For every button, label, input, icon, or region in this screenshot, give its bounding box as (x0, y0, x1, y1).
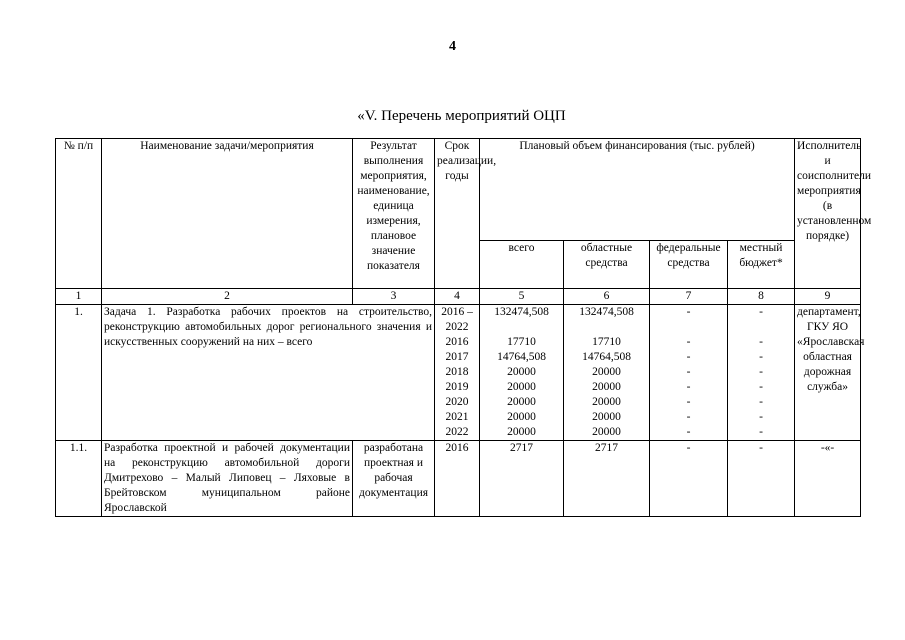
header-local: местный бюджет* (728, 241, 795, 289)
document-title: «V. Перечень мероприятий ОЦП (357, 108, 566, 124)
column-number: 9 (795, 289, 861, 305)
row-federal: - (650, 441, 728, 517)
header-executor: Исполнитель и соисполнители мероприятия (в установленном порядке) (795, 139, 861, 289)
header-total: всего (480, 241, 564, 289)
column-number: 6 (564, 289, 650, 305)
row-name: Задача 1. Разработка рабочих проектов на строительство, реконструкцию автомобильных дорог регионального значения и искусственных сооружений на них – всего (102, 305, 435, 441)
column-number: 8 (728, 289, 795, 305)
header-num: № п/п (56, 139, 102, 289)
header-term: Срок реализации, годы (435, 139, 480, 289)
row-executor: департамент, ГКУ ЯО «Ярославская областная дорожная служба» (795, 305, 861, 441)
row-name: Разработка проектной и рабочей документации на реконструкцию автомобильной дороги Дмитрехово – Малый Липовец – Ляховые в Брейтовском муниципальном районе Ярославской (102, 441, 353, 517)
column-number-row (56, 289, 861, 305)
header-name: Наименование задачи/мероприятия (102, 139, 353, 289)
column-number: 5 (480, 289, 564, 305)
page-number: 4 (449, 39, 456, 54)
column-number: 2 (102, 289, 353, 305)
row-total: 132474,508 17710 14764,508 20000 20000 20000 20000 20000 (480, 305, 564, 441)
row-regional: 132474,508 17710 14764,508 20000 20000 20000 20000 20000 (564, 305, 650, 441)
row-years: 2016 – 2022 2016 2017 2018 2019 2020 2021 2022 (435, 305, 480, 441)
table-row (56, 441, 861, 517)
row-local: - - - - - - - - (728, 305, 795, 441)
row-years: 2016 (435, 441, 480, 517)
row-num: 1. (56, 305, 102, 441)
row-local: - (728, 441, 795, 517)
table-row (56, 305, 861, 441)
column-number: 1 (56, 289, 102, 305)
row-result: разработана проектная и рабочая документация (353, 441, 435, 517)
column-number: 4 (435, 289, 480, 305)
row-total: 2717 (480, 441, 564, 517)
header-federal: федеральные средства (650, 241, 728, 289)
column-number: 7 (650, 289, 728, 305)
row-executor: -«- (795, 441, 861, 517)
column-number: 3 (353, 289, 435, 305)
row-num: 1.1. (56, 441, 102, 517)
measures-table (55, 138, 872, 517)
row-regional: 2717 (564, 441, 650, 517)
header-regional: областные средства (564, 241, 650, 289)
header-result: Результат выполнения мероприятия, наименование, единица измерения, плановое значение показателя (353, 139, 435, 289)
header-funding: Плановый объем финансирования (тыс. рублей) (480, 139, 795, 241)
row-federal: - - - - - - - - (650, 305, 728, 441)
